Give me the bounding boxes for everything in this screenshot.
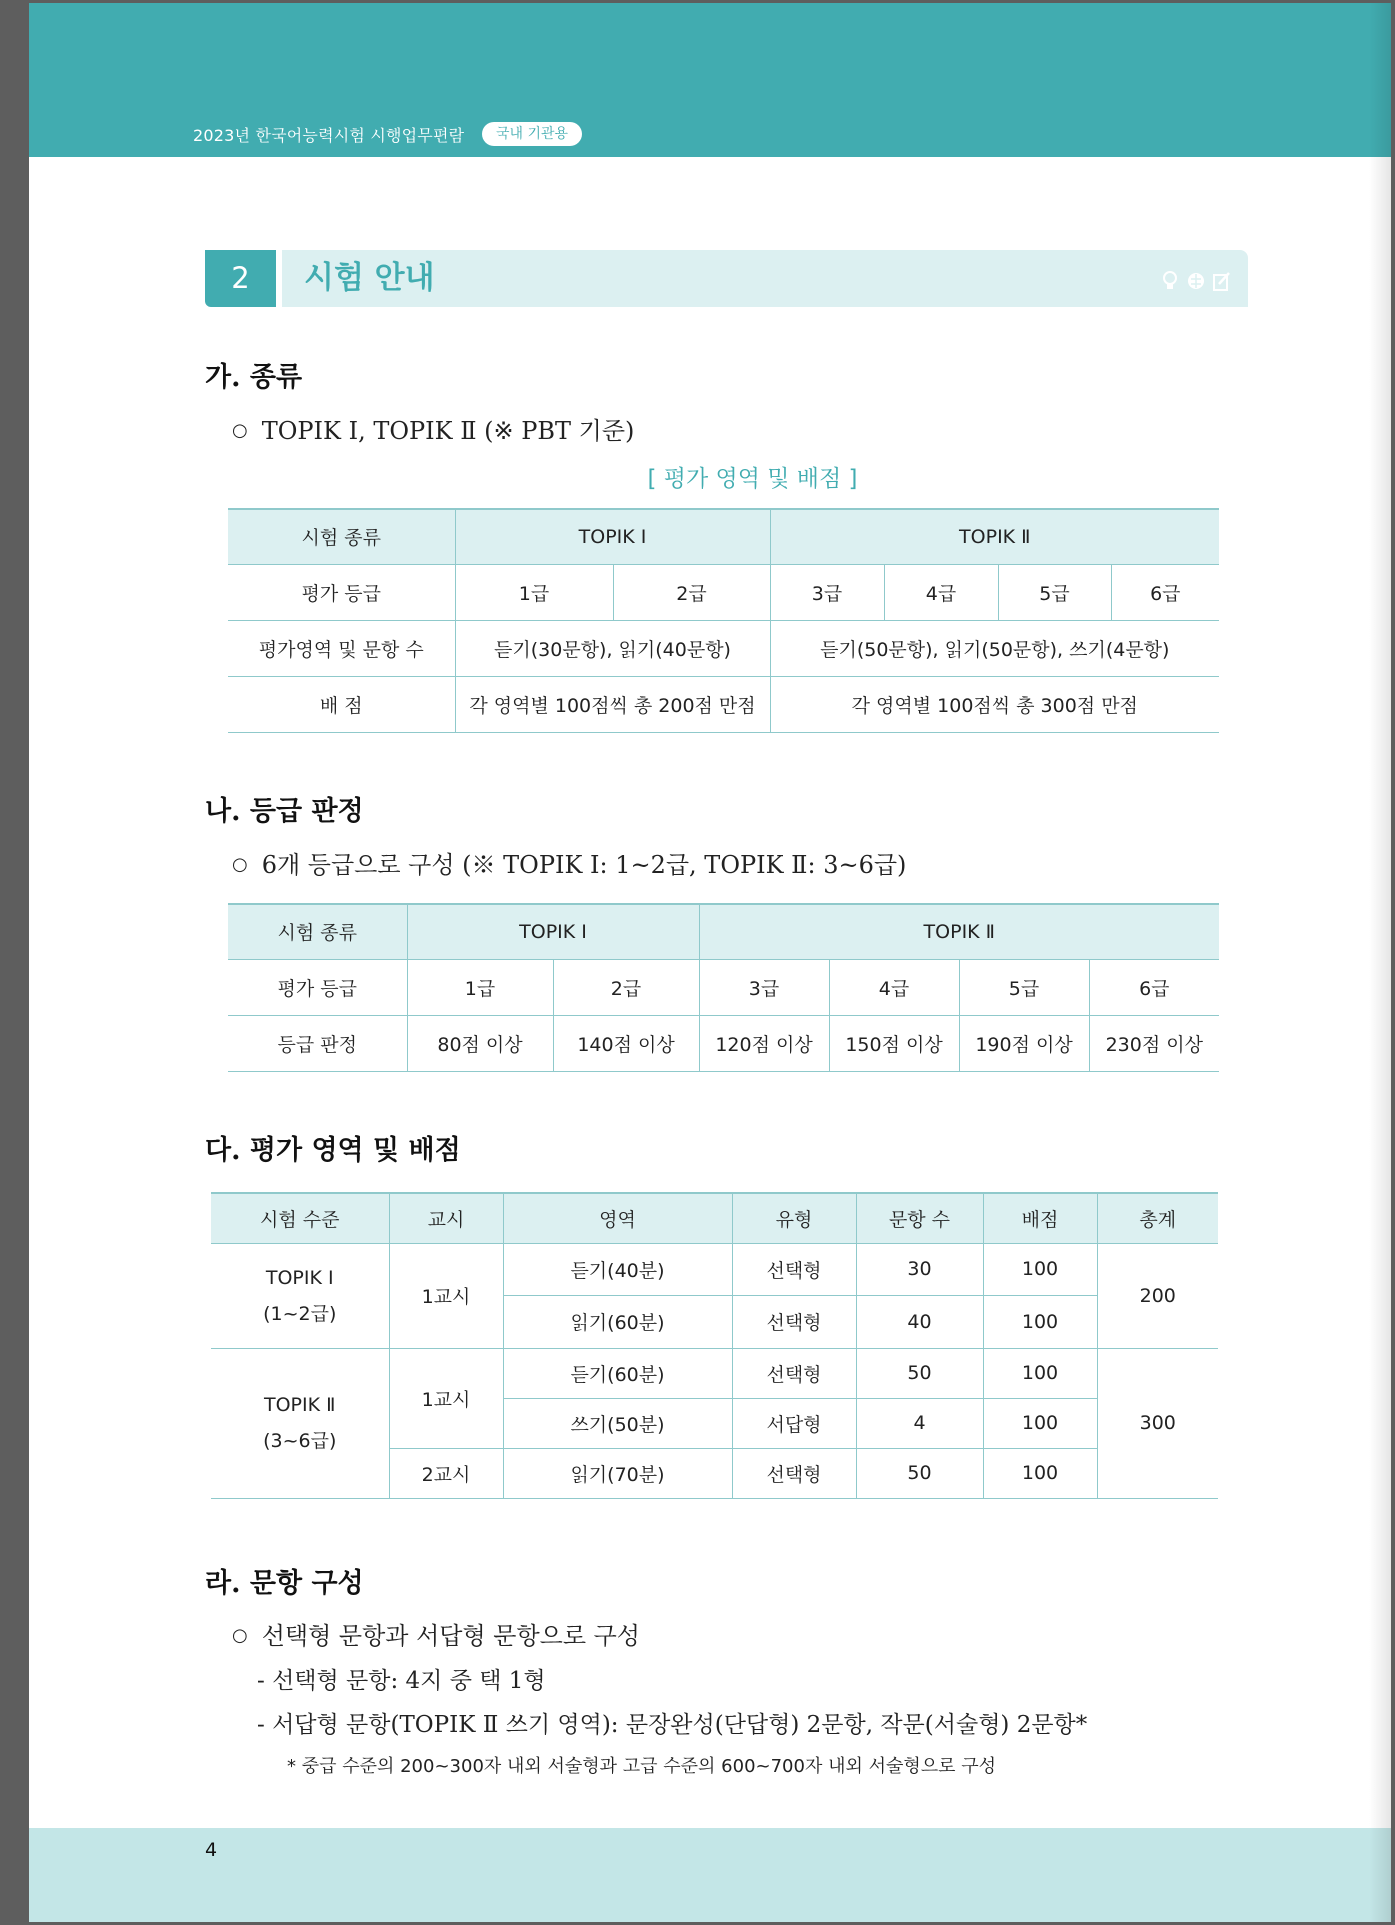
table-cell: 6급 bbox=[1089, 959, 1219, 1015]
table-row bbox=[228, 1015, 1219, 1071]
table-cell bbox=[211, 1348, 389, 1498]
bullet-circle-icon: ○ bbox=[232, 854, 248, 875]
table-header-cell: 배점 bbox=[983, 1193, 1097, 1243]
table-cell: 시험 종류 bbox=[228, 509, 455, 564]
table-row bbox=[228, 509, 1219, 564]
table-cell: 각 영역별 100점씩 총 300점 만점 bbox=[770, 676, 1219, 732]
table-cell: 190점 이상 bbox=[959, 1015, 1089, 1071]
table-row bbox=[211, 1243, 1218, 1295]
table-cell: TOPIK Ⅰ bbox=[407, 904, 699, 959]
heading-grading: 나. 등급 판정 bbox=[205, 796, 364, 827]
table-cell: 100 bbox=[983, 1398, 1097, 1448]
level-name: TOPIK Ⅱ bbox=[264, 1394, 336, 1416]
areas-table bbox=[211, 1192, 1218, 1499]
heading-composition: 라. 문항 구성 bbox=[205, 1568, 364, 1599]
heading-types: 가. 종류 bbox=[205, 362, 303, 393]
table-cell: 서답형 bbox=[732, 1398, 856, 1448]
table-cell: 읽기(60분) bbox=[503, 1295, 732, 1348]
table-cell: 듣기(60분) bbox=[503, 1348, 732, 1398]
bullet-composition bbox=[232, 1616, 640, 1651]
table-header-cell: 문항 수 bbox=[856, 1193, 983, 1243]
table-cell: 평가영역 및 문항 수 bbox=[228, 620, 455, 676]
table-cell: 5급 bbox=[998, 564, 1111, 620]
table-header-cell: 영역 bbox=[503, 1193, 732, 1243]
table-cell: 1급 bbox=[407, 959, 553, 1015]
table-cell bbox=[211, 1243, 389, 1348]
table-cell: 쓰기(50분) bbox=[503, 1398, 732, 1448]
bullet-circle-icon: ○ bbox=[232, 420, 248, 441]
table-cell: 듣기(40분) bbox=[503, 1243, 732, 1295]
table-cell: 140점 이상 bbox=[553, 1015, 699, 1071]
table-cell: 각 영역별 100점씩 총 200점 만점 bbox=[455, 676, 770, 732]
table-row bbox=[211, 1348, 1218, 1398]
table-row bbox=[228, 564, 1219, 620]
table-cell: 300 bbox=[1097, 1348, 1218, 1498]
level-range: (3~6급) bbox=[263, 1430, 337, 1452]
table-cell: 1급 bbox=[455, 564, 613, 620]
table-cell: 230점 이상 bbox=[1089, 1015, 1219, 1071]
table-cell: TOPIK Ⅱ bbox=[699, 904, 1219, 959]
table-cell: 1교시 bbox=[389, 1243, 503, 1348]
table-header-cell: 시험 수준 bbox=[211, 1193, 389, 1243]
table-cell: 30 bbox=[856, 1243, 983, 1295]
table-cell: 6급 bbox=[1111, 564, 1219, 620]
table-cell: 듣기(30문항), 읽기(40문항) bbox=[455, 620, 770, 676]
level-name: TOPIK Ⅰ bbox=[265, 1266, 334, 1289]
table-cell: 선택형 bbox=[732, 1348, 856, 1398]
table-cell: 80점 이상 bbox=[407, 1015, 553, 1071]
table-cell: 40 bbox=[856, 1295, 983, 1348]
table-cell: 2급 bbox=[613, 564, 770, 620]
page-number: 4 bbox=[205, 1839, 218, 1861]
table-cell: 100 bbox=[983, 1448, 1097, 1498]
section-title-bar bbox=[282, 250, 1248, 307]
bullet-circle-icon: ○ bbox=[232, 1625, 248, 1646]
table-cell: 평가 등급 bbox=[228, 564, 455, 620]
table-header-cell: 교시 bbox=[389, 1193, 503, 1243]
bullet-composition-text: 선택형 문항과 서답형 문항으로 구성 bbox=[261, 1622, 640, 1650]
table-cell: 200 bbox=[1097, 1243, 1218, 1348]
bullet-grading bbox=[232, 845, 906, 880]
bullet-types-text: TOPIK Ⅰ, TOPIK Ⅱ (※ PBT 기준) bbox=[261, 417, 635, 445]
table-cell: 시험 종류 bbox=[228, 904, 407, 959]
table-row bbox=[228, 959, 1219, 1015]
footer-band bbox=[29, 1828, 1391, 1922]
bullet-types bbox=[232, 411, 634, 446]
edit-note-icon bbox=[1212, 270, 1232, 292]
table-cell: 100 bbox=[983, 1243, 1097, 1295]
document-page bbox=[29, 3, 1391, 1922]
table-cell: 50 bbox=[856, 1448, 983, 1498]
grading-table bbox=[228, 903, 1219, 1072]
table-cell: 4 bbox=[856, 1398, 983, 1448]
document-title: 2023년 한국어능력시험 시행업무편람 bbox=[193, 126, 465, 145]
table-cell: 120점 이상 bbox=[699, 1015, 829, 1071]
brain-icon bbox=[1186, 270, 1206, 292]
table-cell: 100 bbox=[983, 1348, 1097, 1398]
table-cell: 4급 bbox=[829, 959, 959, 1015]
table-row bbox=[228, 904, 1219, 959]
lightbulb-icon bbox=[1160, 270, 1180, 292]
table-cell: 5급 bbox=[959, 959, 1089, 1015]
table-row bbox=[211, 1193, 1218, 1243]
table-cell: 선택형 bbox=[732, 1295, 856, 1348]
table-header-cell: 유형 bbox=[732, 1193, 856, 1243]
table-cell: 읽기(70분) bbox=[503, 1448, 732, 1498]
section-icons bbox=[1160, 270, 1232, 292]
table-cell: 등급 판정 bbox=[228, 1015, 407, 1071]
table-caption: [ 평가 영역 및 배점 ] bbox=[647, 466, 858, 492]
header-band bbox=[29, 3, 1391, 157]
table-cell: 3급 bbox=[770, 564, 884, 620]
table-row bbox=[228, 676, 1219, 732]
table-cell: 듣기(50문항), 읽기(50문항), 쓰기(4문항) bbox=[770, 620, 1219, 676]
table-cell: 2교시 bbox=[389, 1448, 503, 1498]
bullet-grading-text: 6개 등급으로 구성 (※ TOPIK Ⅰ: 1~2급, TOPIK Ⅱ: 3~6급) bbox=[261, 851, 907, 879]
table-cell: 3급 bbox=[699, 959, 829, 1015]
heading-areas: 다. 평가 영역 및 배점 bbox=[205, 1135, 461, 1166]
table-cell: 1교시 bbox=[389, 1348, 503, 1448]
page-edge-shadow bbox=[1369, 3, 1391, 1922]
table-cell: TOPIK Ⅱ bbox=[770, 509, 1219, 564]
table-header-cell: 총계 bbox=[1097, 1193, 1218, 1243]
table-cell: TOPIK Ⅰ bbox=[455, 509, 770, 564]
table-cell: 100 bbox=[983, 1295, 1097, 1348]
table-cell: 선택형 bbox=[732, 1243, 856, 1295]
table-row bbox=[228, 620, 1219, 676]
table-cell: 평가 등급 bbox=[228, 959, 407, 1015]
table-cell: 선택형 bbox=[732, 1448, 856, 1498]
table-cell: 4급 bbox=[884, 564, 998, 620]
section-number: 2 bbox=[205, 250, 276, 307]
table-cell: 2급 bbox=[553, 959, 699, 1015]
table-cell: 50 bbox=[856, 1348, 983, 1398]
composition-choice: - 선택형 문항: 4지 중 택 1형 bbox=[257, 1668, 546, 1694]
level-range: (1~2급) bbox=[263, 1302, 337, 1325]
table-cell: 150점 이상 bbox=[829, 1015, 959, 1071]
composition-note: * 중급 수준의 200~300자 내외 서술형과 고급 수준의 600~700자 내외 서술형으로 구성 bbox=[287, 1756, 997, 1777]
table-cell: 배 점 bbox=[228, 676, 455, 732]
scoring-table bbox=[228, 508, 1219, 733]
audience-badge: 국내 기관용 bbox=[482, 122, 582, 146]
section-title: 시험 안내 bbox=[304, 260, 435, 296]
composition-written: - 서답형 문항(TOPIK Ⅱ 쓰기 영역): 문장완성(단답형) 2문항, 작문(서술형) 2문항* bbox=[257, 1712, 1088, 1738]
